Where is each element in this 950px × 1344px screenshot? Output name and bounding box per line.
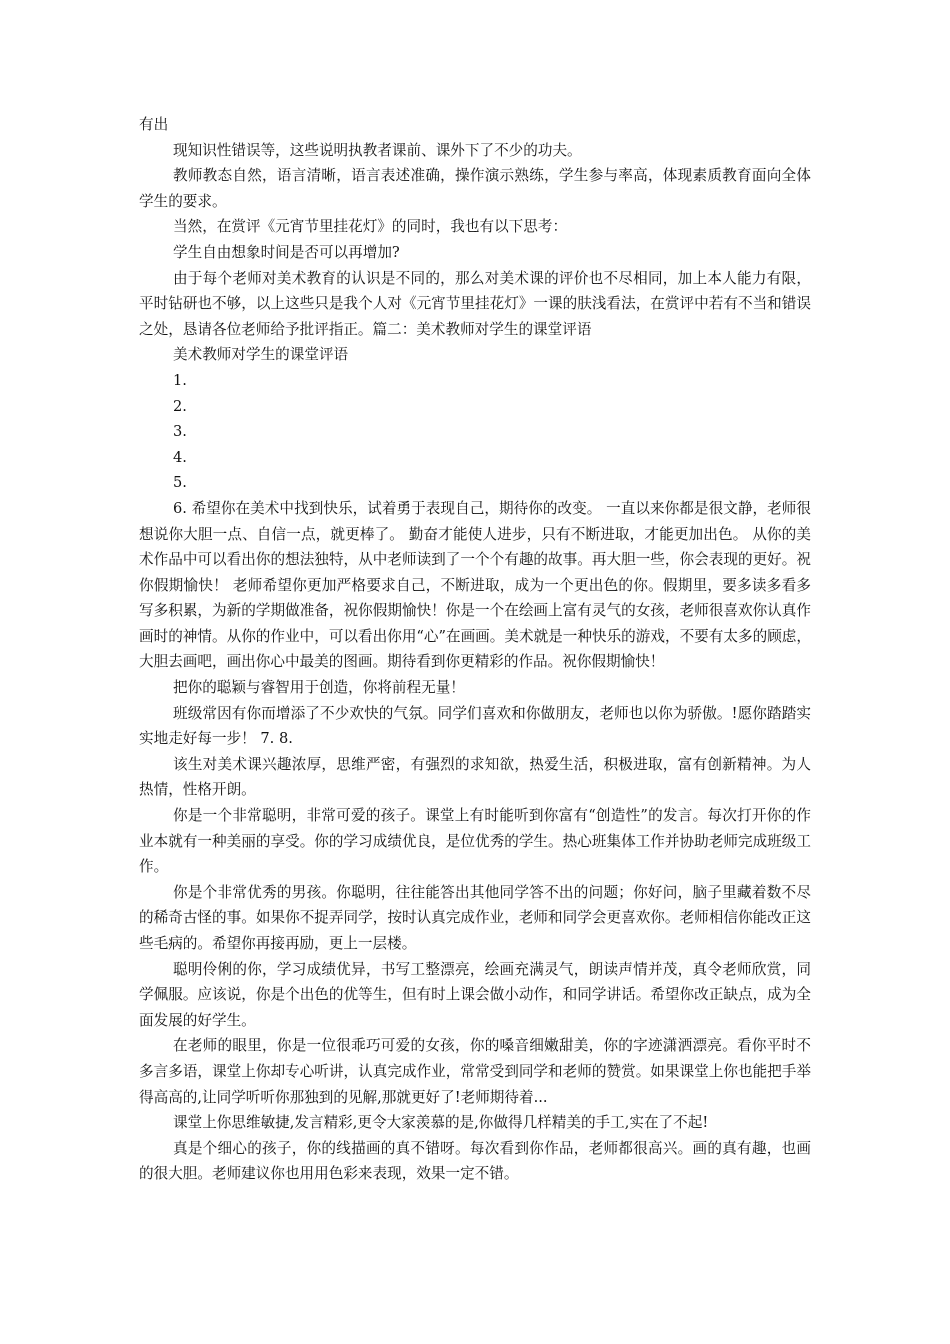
- paragraph: 该生对美术课兴趣浓厚，思维严密，有强烈的求知欲，热爱生活，积极进取，富有创新精神。为人热情，性格开朗。: [139, 755, 811, 799]
- paragraph: 你是个非常优秀的男孩。你聪明，往往能答出其他同学答不出的问题；你好问，脑子里藏着数不尽的稀奇古怪的事。如果你不捉弄同学，按时认真完成作业，老师和同学会更喜欢你。老师相信你能改正这些毛病的。希望你再接再励，更上一层楼。: [139, 883, 811, 952]
- paragraph: 由于每个老师对美术教育的认识是不同的，那么对美术课的评价也不尽相同，加上本人能力有限，平时钻研也不够，以上这些只是我个人对《元宵节里挂花灯》一课的肤浅看法，在赏评中若有不当和错误之处，恳请各位老师给予批评指正。篇二：美术教师对学生的课堂评语: [139, 269, 811, 338]
- paragraph: 在老师的眼里，你是一位很乖巧可爱的女孩，你的嗓音细嫩甜美，你的字迹潇洒漂亮。看你平时不多言多语，课堂上你却专心听讲，认真完成作业，常常受到同学和老师的赞赏。如果课堂上你也能把手举得高高的,让同学听听你那独到的见解,那就更好了!老师期待着...: [139, 1037, 811, 1106]
- paragraph: 2.: [173, 397, 187, 415]
- paragraph: 5.: [173, 474, 187, 492]
- paragraph: 学生自由想象时间是否可以再增加?: [173, 243, 400, 261]
- paragraph: 4.: [173, 448, 187, 466]
- paragraph: 把你的聪颖与睿智用于创造，你将前程无量！: [173, 679, 465, 697]
- paragraph: 现知识性错误等，这些说明执教者课前、课外下了不少的功夫。: [173, 141, 582, 159]
- paragraph: 聪明伶俐的你，学习成绩优异，书写工整漂亮，绘画充满灵气，朗读声情并茂，真令老师欣赏，同学佩服。应该说，你是个出色的优等生，但有时上课会做小动作，和同学讲话。希望你改正缺点，成为全面发展的好学生。: [139, 960, 811, 1029]
- paragraph: 真是个细心的孩子，你的线描画的真不错呀。每次看到你作品，老师都很高兴。画的真有趣，也画的很大胆。老师建议你也用用色彩来表现，效果一定不错。: [139, 1139, 811, 1183]
- paragraph: 美术教师对学生的课堂评语: [173, 346, 349, 364]
- paragraph: 1.: [173, 371, 187, 389]
- paragraph: 课堂上你思维敏捷,发言精彩,更令大家羡慕的是,你做得几样精美的手工,实在了不起!: [173, 1114, 709, 1132]
- paragraph: 有出: [139, 116, 169, 133]
- paragraph: 6. 希望你在美术中找到快乐，试着勇于表现自己，期待你的改变。 一直以来你都是很文静，老师很想说你大胆一点、自信一点，就更棒了。 勤奋才能使人进步，只有不断进取，才能更加出色。 从你的美术作品中可以看出你的想法独特，从中老师读到了一个个有趣的故事。再大胆一些，你会表现的更好。祝你假期愉快！ 老师希望你更加严格要求自己，不断进取，成为一个更出色的你。假期里，要多读多看多写多积累，为新的学期做准备，祝你假期愉快！你是一个在绘画上富有灵气的女孩，老师很喜欢你认真作画时的神情。从你的作业中，可以看出你用“心”在画画。美术就是一种快乐的游戏，不要有太多的顾虑，大胆去画吧，画出你心中最美的图画。期待看到你更精彩的作品。祝你假期愉快！: [139, 499, 811, 671]
- paragraph: 教师教态自然，语言清晰，语言表述准确，操作演示熟练，学生参与率高，体现素质教育面向全体学生的要求。: [139, 167, 811, 210]
- paragraph: 班级常因有你而增添了不少欢快的气氛。同学们喜欢和你做朋友，老师也以你为骄傲。!愿你踏踏实实地走好每一步！ 7. 8.: [139, 704, 811, 748]
- document-page: [139, 112, 811, 1187]
- paragraph: 当然，在赏评《元宵节里挂花灯》的同时，我也有以下思考：: [173, 218, 568, 236]
- paragraph: 3.: [173, 423, 187, 441]
- paragraph: 你是一个非常聪明，非常可爱的孩子。课堂上有时能听到你富有“创造性”的发言。每次打开你的作业本就有一种美丽的享受。你的学习成绩优良，是位优秀的学生。热心班集体工作并协助老师完成班级工作。: [139, 807, 811, 876]
